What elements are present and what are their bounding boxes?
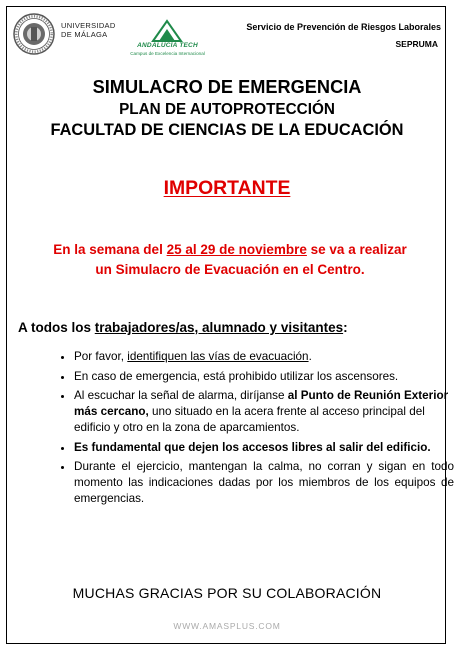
title-line3: FACULTAD DE CIENCIAS DE LA EDUCACIÓN bbox=[50, 121, 404, 139]
intro-audience: trabajadores/as, alumnado y visitantes bbox=[94, 320, 344, 335]
title-line1: SIMULACRO DE EMERGENCIA bbox=[92, 77, 362, 97]
andalucia-tech-logo bbox=[120, 18, 215, 58]
b3-post: uno situado en la acera frente al acceso principal del edificio y otro en la zona de aparcamientos. bbox=[74, 405, 425, 435]
andalucia-tech-name: ANDALUCÍA TECH bbox=[137, 42, 198, 49]
notice-dates: 25 al 29 de noviembre bbox=[166, 242, 307, 257]
b3-bold: al Punto de Reunión Exterior más cercano, bbox=[74, 389, 449, 419]
service-name: Servicio de Prevención de Riesgos Laborales bbox=[246, 22, 441, 32]
andalucia-tech-subtitle: Campus de Excelencia Internacional bbox=[130, 51, 205, 56]
notice-part2: se va a realizar un Simulacro de Evacuación en el Centro. bbox=[95, 242, 407, 277]
service-abbreviation: SEPRUMA bbox=[395, 39, 438, 49]
title-line2: PLAN DE AUTOPROTECCIÓN bbox=[119, 101, 335, 118]
b4-text: Es fundamental que dejen los accesos libres al salir del edificio. bbox=[74, 440, 431, 454]
audience-intro bbox=[18, 320, 348, 335]
university-line2: DE MÁLAGA bbox=[61, 30, 108, 39]
b1-post: . bbox=[308, 350, 312, 363]
b5-text: Durante el ejercicio, mantengan la calma, no corran y sigan en todo momento las indicaciones dadas por los miembros de los equipos de emergencias. bbox=[74, 460, 454, 506]
instructions-list bbox=[58, 349, 454, 511]
drill-notice bbox=[50, 240, 410, 280]
list-item bbox=[74, 440, 454, 456]
watermark: WWW.AMASPLUS.COM bbox=[173, 621, 281, 631]
university-seal-logo bbox=[13, 13, 55, 55]
intro-suffix: : bbox=[343, 320, 348, 335]
b3-pre: Al escuchar la señal de alarma, diríjanse bbox=[74, 389, 288, 403]
intro-prefix: A todos los bbox=[18, 320, 95, 335]
b2-text: En caso de emergencia, está prohibido utilizar los ascensores. bbox=[74, 369, 399, 383]
university-name bbox=[61, 21, 116, 39]
b1-pre: Por favor, bbox=[74, 350, 128, 363]
thanks-message: MUCHAS GRACIAS POR SU COLABORACIÓN bbox=[72, 585, 382, 601]
list-item bbox=[74, 459, 454, 507]
list-item bbox=[74, 349, 454, 365]
notice-part1: En la semana del bbox=[53, 242, 167, 257]
b1-underlined: identifiquen las vías de evacuación bbox=[127, 350, 309, 363]
list-item bbox=[74, 388, 454, 436]
important-heading: IMPORTANTE bbox=[163, 177, 291, 199]
list-item bbox=[74, 369, 454, 385]
university-line1: UNIVERSIDAD bbox=[61, 21, 116, 30]
